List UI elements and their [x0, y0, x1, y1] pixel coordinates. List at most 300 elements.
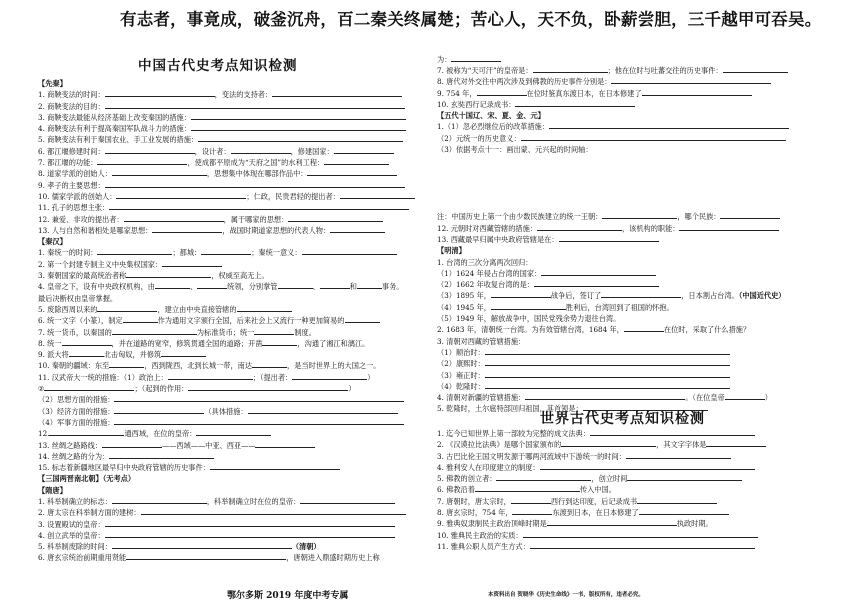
question — [38, 281, 422, 292]
question — [38, 496, 422, 507]
text: 2. 商鞅变法的目的： — [38, 101, 105, 111]
question — [38, 417, 422, 428]
blank[interactable] — [511, 496, 551, 504]
blank[interactable] — [491, 290, 551, 298]
text: 事务。 — [381, 282, 404, 292]
blank[interactable] — [611, 76, 771, 84]
question-cont: 最后决断权由皇帝掌握。 — [38, 293, 118, 303]
question — [437, 121, 832, 132]
text: 3. 清朝对西藏的管辖措施： — [437, 336, 526, 346]
blank[interactable] — [475, 484, 580, 492]
blank[interactable] — [124, 214, 224, 222]
text: （3）雍正时： — [437, 370, 485, 380]
text: 、 — [312, 282, 320, 292]
text: 2. 《汉谟拉比法典》是哪个国家颁布的 — [437, 440, 562, 450]
blank[interactable] — [340, 191, 415, 199]
text: 11. 雅典公职人员产生方式： — [437, 541, 530, 551]
blank[interactable] — [141, 507, 406, 515]
blank[interactable] — [637, 496, 717, 504]
text: 2. 第一个封建专制主义中央集权国家： — [38, 259, 163, 269]
question — [38, 507, 422, 518]
footer-left: 鄂尔多斯 2019 年度中考专属 — [227, 591, 349, 601]
blank[interactable] — [307, 168, 397, 176]
text: 注：中国历史上第一个由少数民族建立的统一王朝： — [437, 212, 603, 222]
text: 和 — [349, 282, 357, 292]
question — [38, 428, 422, 439]
question — [437, 290, 832, 301]
section-qinhan: 【秦汉】 — [38, 237, 67, 247]
text: （4）1945 年， — [437, 302, 491, 312]
text: 12. 元朝时对西藏管辖的措施： — [437, 223, 537, 233]
question — [38, 168, 422, 179]
blank[interactable] — [530, 541, 755, 549]
blank[interactable] — [345, 315, 380, 323]
blank[interactable] — [679, 223, 779, 231]
text: ，日本割占台湾。 — [681, 291, 739, 301]
question — [437, 211, 832, 222]
text: （3）经济方面的措施： — [38, 406, 115, 416]
text: 9. 孝子的主要思想： — [38, 180, 105, 190]
blank[interactable] — [540, 462, 755, 470]
blank[interactable] — [105, 89, 215, 97]
blank[interactable] — [541, 268, 656, 276]
question — [38, 123, 422, 134]
text: 1. 迄今已知世界上第一部较为完整的成文法典： — [437, 429, 590, 438]
blank[interactable] — [126, 270, 211, 278]
question — [38, 134, 422, 145]
right-column-world — [437, 428, 832, 552]
blank[interactable] — [105, 180, 405, 188]
text: （5）1949 年，解放战争中，国民党残余势力退往台湾。 — [437, 314, 621, 324]
text: 、 — [189, 282, 198, 292]
blank[interactable] — [639, 507, 729, 515]
question — [437, 65, 832, 76]
blank[interactable] — [105, 146, 195, 154]
blank[interactable] — [123, 315, 158, 323]
text: ，战国时期道家思想的代表人物： — [222, 225, 331, 235]
section-mingqing: 【明清】 — [437, 246, 466, 256]
question — [437, 324, 832, 335]
text: ；仁政，民贵君轻的提出者： — [246, 191, 340, 201]
text: ，唐朝进入鼎盛时期历史上称 — [286, 553, 380, 563]
blank[interactable] — [549, 121, 789, 129]
blank[interactable] — [272, 89, 402, 97]
question — [38, 372, 422, 383]
text: （1）顺治时： — [437, 347, 485, 357]
question — [38, 541, 422, 552]
text: 11. 孔子的思想主张： — [38, 203, 110, 213]
text: 8. 统一 — [38, 338, 62, 348]
text: 6. 统一文字（小篆），制定 — [38, 316, 123, 326]
question — [437, 234, 832, 245]
text: 12. — [38, 429, 50, 439]
question: ② ；（起到的作用： ） — [38, 384, 356, 394]
text: ，并在道路的宽窄，修筑贯通全国的道路；开凿 — [111, 338, 263, 348]
text: （2）思想方面的措施： — [38, 395, 115, 405]
text: 3. 秦朝国家的最高统治者称 — [38, 271, 127, 281]
text: 3. 设置殿试的皇帝： — [38, 519, 105, 529]
question — [38, 451, 422, 462]
text: 11. 汉武帝大一统的措施：（1）政治上： — [38, 372, 168, 382]
blank[interactable] — [477, 88, 527, 96]
text: 西行到达印度，后记录成书 — [550, 496, 638, 506]
blank[interactable] — [102, 440, 162, 448]
blank[interactable] — [197, 281, 227, 289]
blank[interactable] — [485, 358, 730, 366]
text: 7. 都江堰的功能： — [38, 158, 98, 168]
text: （2）康熙时： — [437, 359, 485, 369]
question — [38, 327, 422, 338]
question — [437, 507, 832, 518]
text: 6. 都江堰修建时间： — [38, 146, 105, 156]
question — [38, 180, 422, 191]
blank[interactable] — [44, 383, 134, 391]
question — [38, 225, 422, 236]
question — [38, 530, 422, 541]
blank[interactable] — [126, 552, 286, 560]
text: ，设计者： — [194, 146, 231, 156]
question — [38, 157, 422, 168]
text: ，哪个民族： — [677, 212, 721, 222]
text: 东渡到日本，在日本修建了 — [552, 508, 639, 518]
text: 1.（1）忽必烈继位后的改革措施： — [437, 122, 550, 132]
text: ，建立由中央直接管辖的 — [157, 304, 237, 314]
text: 13. 人与自然和谐相处是哪家思想： — [38, 225, 153, 235]
blank[interactable] — [112, 496, 207, 504]
text: 5. 科举制废除的时间： — [38, 542, 112, 552]
blank[interactable] — [496, 473, 591, 481]
text: ，沟通了湘江和漓江。 — [297, 338, 370, 348]
blank[interactable] — [161, 349, 206, 357]
text: 15. 标志着新疆地区最早归中央政府管辖的历史事件： — [38, 463, 210, 473]
text: 为标准货币；统一 — [196, 327, 255, 337]
text: ；（起到的作用： — [134, 384, 189, 394]
blank[interactable] — [451, 54, 501, 62]
text: ，修建国家： — [290, 146, 334, 156]
text: 1. 台湾的三次分离两次回归： — [437, 257, 533, 267]
question — [38, 315, 422, 326]
question — [437, 541, 832, 552]
text: 4. 雅利安人在印度建立的制度： — [437, 462, 540, 472]
text: 6. 唐玄宗统治前期重用贤能 — [38, 553, 127, 563]
blank[interactable] — [255, 440, 315, 448]
question — [38, 394, 422, 405]
blank[interactable] — [114, 394, 404, 402]
question — [437, 473, 832, 484]
text: ，是当时世界上的大国之一。 — [287, 361, 381, 371]
blank[interactable] — [112, 168, 207, 176]
text: 8. 唐代对外交往中两次涉及到佛教的历史事件分别是： — [437, 77, 612, 87]
blank[interactable] — [330, 225, 385, 233]
blank[interactable] — [262, 338, 297, 346]
question — [437, 462, 832, 473]
question — [437, 428, 832, 439]
text: （中国近代史） — [738, 291, 786, 301]
blank[interactable] — [191, 112, 406, 120]
blank[interactable] — [515, 99, 635, 107]
text: 14. 丝绸之路的分为： — [38, 451, 110, 461]
text: 7. 统一货币，以秦国的 — [38, 327, 112, 337]
question — [437, 392, 832, 403]
blank[interactable] — [168, 372, 253, 380]
blank[interactable] — [155, 281, 190, 289]
text: 2. 1683 年，清朝统一台湾。为有效管辖台湾，1684 年， — [437, 325, 624, 335]
text: 统领，分别掌管 — [227, 282, 278, 292]
text: ；他在位时与吐蕃交往的历史事件： — [607, 66, 723, 75]
question — [38, 146, 422, 157]
text: 1. 科举制确立的标志： — [38, 496, 112, 506]
blank[interactable] — [49, 428, 124, 436]
question — [437, 313, 832, 324]
blank[interactable] — [231, 146, 291, 154]
text: （具体措施： — [204, 406, 248, 416]
text: （3）依据考点十一：画出蒙、元兴起的时间轴： — [437, 145, 593, 155]
text: 12. 兼爱、非攻的提出者： — [38, 214, 124, 224]
question — [38, 519, 422, 530]
text: 5. 佛教的创立者： — [437, 474, 497, 484]
question — [437, 381, 832, 392]
text: 7. 被称为“天可汗”的皇帝是： — [437, 66, 533, 75]
blank[interactable] — [485, 370, 730, 378]
text: 3. 商鞅变法最能从经济基础上改变秦国的措施： — [38, 112, 191, 122]
blank[interactable] — [485, 381, 730, 389]
blank[interactable] — [357, 281, 382, 289]
blank[interactable] — [302, 247, 397, 255]
footer-right: 本资料出自 贺晓华《历史生命线》一书，版权所有，违者必究。 — [488, 592, 644, 598]
blank[interactable] — [533, 65, 608, 73]
title-world-ancient-history: 世界古代史考点知识检测 — [540, 411, 705, 427]
text: ，变法的支持者： — [214, 90, 273, 100]
question — [437, 530, 832, 541]
blank[interactable] — [210, 462, 340, 470]
text: 传入中国。 — [579, 485, 616, 495]
text: （2）元统一的历史意义： — [437, 133, 521, 143]
blank[interactable] — [491, 302, 566, 310]
text: 10. 玄奘西行记录成书： — [437, 99, 516, 109]
text: 执政时期。 — [676, 519, 713, 529]
blank[interactable] — [97, 247, 172, 255]
question — [437, 451, 832, 462]
blank[interactable] — [109, 451, 214, 459]
question — [38, 349, 422, 360]
question — [38, 247, 422, 258]
text: 3. 古巴比伦王国文明发源于哪两河流域中下游统一的时间： — [437, 451, 626, 461]
blank[interactable] — [114, 406, 204, 414]
blank[interactable] — [601, 290, 681, 298]
text: 8. 道家学派的创始人： — [38, 169, 112, 179]
question — [38, 191, 422, 202]
question — [38, 214, 422, 225]
text: 10. 秦朝的疆域：东至 — [38, 361, 110, 371]
blank[interactable] — [112, 541, 292, 549]
text: 在位时鉴真东渡日本，在日本修建了 — [526, 88, 642, 98]
question — [38, 89, 422, 100]
text: （1）1624 年侵占台湾的国家： — [437, 268, 542, 278]
question — [437, 484, 832, 495]
blank[interactable] — [521, 133, 786, 141]
question — [437, 518, 832, 529]
text: 5. 商鞅变法有利于秦国农业、手工业发展的措施： — [38, 135, 199, 145]
text: ，科举制确立时在位的皇帝： — [206, 496, 301, 506]
blank[interactable] — [642, 88, 752, 96]
blank[interactable] — [191, 123, 406, 131]
text: 8. 唐玄宗时，754 年， — [437, 508, 513, 518]
question — [38, 202, 422, 213]
text: （2）1662 年收复台湾的是： — [437, 280, 535, 290]
section-wudai: 【五代十国辽、宋、夏、金、元】 — [437, 111, 545, 121]
text: 通西域，在位的皇帝： — [124, 429, 197, 439]
question — [437, 257, 832, 268]
blank[interactable] — [626, 451, 731, 459]
question — [437, 268, 832, 279]
blank[interactable] — [198, 134, 403, 142]
blank[interactable] — [602, 211, 677, 219]
question — [38, 259, 422, 270]
blank[interactable] — [152, 225, 222, 233]
blank[interactable] — [62, 338, 112, 346]
blank[interactable] — [188, 383, 348, 391]
text: ；（提出者： — [252, 372, 293, 382]
question — [437, 439, 832, 450]
text: 5. 乾隆时，土尔扈特部回归祖国，其首领是： — [437, 404, 583, 414]
text: 作为通用文字颁行全国，后来社会上又流行一种更加简易的 — [157, 316, 345, 326]
text: ） — [764, 393, 772, 403]
question — [437, 336, 832, 347]
text: 6. 佛教沿着 — [437, 485, 475, 495]
blank[interactable] — [288, 214, 383, 222]
blank[interactable] — [97, 304, 157, 312]
text: ，创立时间 — [591, 474, 628, 484]
blank[interactable] — [201, 247, 251, 255]
left-column — [38, 78, 422, 564]
blank[interactable] — [485, 347, 730, 355]
blank[interactable] — [105, 101, 405, 109]
blank[interactable] — [116, 191, 246, 199]
text: ，西到陇西，北到长城一带，南达 — [144, 361, 253, 371]
question — [437, 99, 832, 110]
text: 1. 商鞅变法的时间： — [38, 90, 105, 100]
question — [437, 133, 832, 144]
right-continuation-line — [437, 54, 501, 65]
question — [437, 358, 832, 369]
text: （3）1895 年， — [437, 291, 491, 301]
blank[interactable] — [112, 327, 197, 335]
right-column — [437, 65, 832, 415]
question — [38, 270, 422, 281]
blank[interactable] — [105, 519, 395, 527]
text: 4. 商鞅变法有利于提高秦国军队战斗力的措施： — [38, 124, 191, 134]
question — [437, 144, 832, 155]
text: ，权威至高无上。 — [211, 271, 269, 281]
blank[interactable] — [254, 327, 294, 335]
text: 在位时，采取了什么措施？ — [663, 325, 751, 335]
text: 4. 清朝对新疆的管辖措施： — [437, 393, 526, 403]
text: 5. 废除西周以来的 — [38, 304, 98, 314]
question — [437, 76, 832, 87]
text: 北击匈奴，并修筑 — [103, 350, 162, 360]
blank[interactable] — [252, 360, 287, 368]
blank[interactable] — [537, 223, 622, 231]
blank[interactable] — [105, 530, 395, 538]
blank[interactable] — [547, 518, 677, 526]
question — [38, 112, 422, 123]
timeline-space[interactable] — [437, 155, 832, 211]
question — [437, 370, 832, 381]
blank[interactable] — [109, 360, 144, 368]
blank[interactable] — [300, 496, 395, 504]
text: 4. 皇帝之下，设有中央政权机构，由 — [38, 282, 155, 292]
motto-banner: 有志者，事竟成，破釜沉舟，百二秦关终属楚；苦心人，天不负，卧薪尝胆，三千越甲可吞吴。 — [120, 10, 822, 29]
text: 战争后，签订了 — [550, 291, 602, 301]
question — [38, 360, 422, 371]
text: ——西域——中亚、西亚—— — [162, 440, 256, 450]
blank[interactable] — [590, 428, 755, 436]
blank[interactable] — [723, 65, 788, 73]
text: ） — [367, 372, 375, 382]
text: ，其文字字体是 — [656, 440, 707, 450]
text: ，使成都平原成为“天府之国”的水利工程： — [187, 158, 325, 168]
question — [38, 440, 422, 451]
text: 7. 唐朝时，唐太宗时， — [437, 496, 511, 506]
blank[interactable] — [237, 304, 292, 312]
blank[interactable] — [561, 439, 656, 447]
blank[interactable] — [706, 439, 766, 447]
blank[interactable] — [725, 392, 765, 400]
blank[interactable] — [334, 146, 394, 154]
blank[interactable] — [512, 507, 552, 515]
blank[interactable] — [320, 281, 350, 289]
section-sanguo: 【三国两晋南北朝】（无考点） — [38, 474, 136, 484]
text: ；都城： — [172, 248, 202, 258]
question — [437, 496, 832, 507]
question — [38, 406, 422, 417]
blank[interactable] — [278, 281, 313, 289]
blank[interactable] — [624, 324, 664, 332]
text: ，思想集中体现在哪部作品中： — [206, 169, 308, 179]
blank[interactable] — [69, 349, 104, 357]
blank[interactable] — [114, 417, 404, 425]
blank[interactable] — [720, 211, 780, 219]
text: ；秦统一意义： — [251, 248, 302, 258]
question — [38, 338, 422, 349]
blank[interactable] — [248, 406, 398, 414]
blank[interactable] — [196, 428, 271, 436]
blank[interactable] — [525, 392, 685, 400]
blank[interactable] — [162, 259, 222, 267]
blank[interactable] — [523, 530, 758, 538]
text: 10. 雅典民主政治的实质： — [437, 530, 523, 540]
text: （4）军事方面的措施： — [38, 417, 115, 427]
blank[interactable] — [324, 157, 389, 165]
question — [38, 304, 422, 315]
section-suitang: 【隋唐】 — [38, 485, 67, 495]
text: 为： — [437, 55, 452, 64]
blank[interactable] — [559, 234, 659, 242]
title-chinese-ancient-history: 中国古代史考点知识检测 — [138, 58, 298, 74]
blank[interactable] — [627, 473, 742, 481]
question — [38, 462, 422, 473]
text: 制度。 — [294, 327, 316, 337]
blank[interactable] — [97, 157, 187, 165]
text: （清朝） — [291, 542, 321, 552]
blank[interactable] — [292, 372, 367, 380]
text: 10. 儒家学派的创始人： — [38, 191, 117, 201]
blank[interactable] — [534, 279, 659, 287]
blank[interactable] — [109, 202, 409, 210]
section-xianqin: 【先秦】 — [38, 79, 67, 88]
text: （4）乾隆时： — [437, 381, 485, 391]
question — [38, 552, 422, 563]
